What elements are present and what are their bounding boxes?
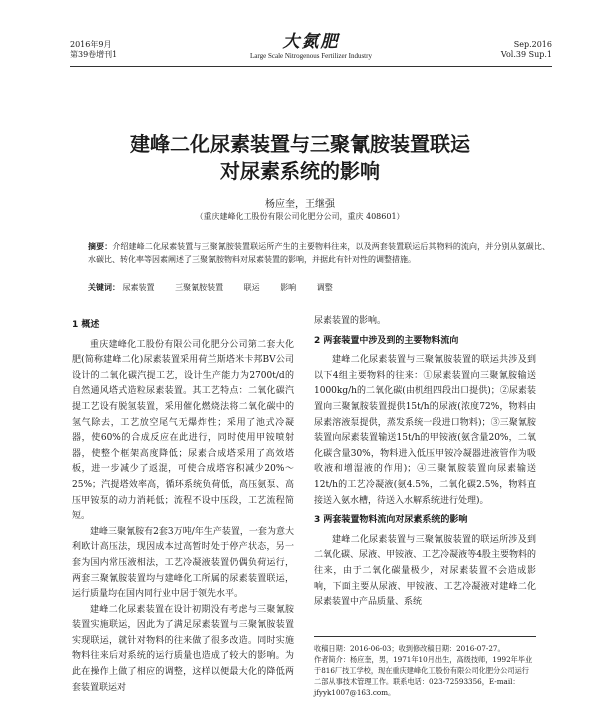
section-1-paragraph-1: 重庆建峰化工股份有限公司化肥分公司第二套大化肥(简称建峰二化)尿素装置采用荷兰斯塔米卡邦BV公司设计的二氧化碳汽提工艺，设计生产能力为2700t/d的自然通风塔式造粒尿素装置。其工艺特点：二氧化碳汽提工艺设有脱氢装置，采用催化燃烧法将二氧化碳中的氢气除去，工艺放空尾气无爆炸性；采用了池式冷凝器，使60%的合成反应在此进行，同时使用甲铵喷射器，使整个框架高度降低；尿素合成塔采用了高效塔板，进一步减少了返混，可使合成塔容积减少20%～25%；汽提塔效率高，循环系统负荷低，高压氨泵、高压甲铵泵的动力消耗低；流程不设中压段，工艺流程简短。 xyxy=(72,339,294,522)
title-line-1: 建峰二化尿素装置与三聚氰胺装置联运 xyxy=(130,132,470,156)
section-1-heading: 1 概述 xyxy=(72,320,100,330)
keywords-label: 关键词： xyxy=(88,283,120,292)
header-date-en: Sep.2016 xyxy=(513,40,552,49)
header-volume-en: Vol.39 Sup.1 xyxy=(500,50,552,59)
section-1-paragraph-3: 建峰二化尿素装置在设计初期没有考虑与三聚氰胺装置实施联运，因此为了满足尿素装置与三聚氰胺装置实现联运，就针对物料的往来做了很多改造。同时实施物料往来后对系统的运行质量也造成了较大的影响。为此在操作上做了相应的调整，这样以便最大化的降低两套装置联运对 xyxy=(72,604,294,693)
journal-logo: 大氮肥 xyxy=(282,32,340,52)
section-2-heading: 2 两套装置中涉及到的主要物料流向 xyxy=(314,335,459,346)
footnote xyxy=(314,636,536,698)
keyword: 尿素装置 xyxy=(122,283,155,292)
section-1-paragraph-2: 建峰三聚氰胺有2套3万吨/年生产装置，一套为意大利欧计高压法，现因成本过高暂时处于停产状态，另一套为国内常压液相法，工艺冷凝液装置仍偶负荷运行，两套三聚氰胺装置均与建峰化工所属的尿素装置联运，运行质量均在国内同行业中居于领先水平。 xyxy=(72,526,294,600)
footnote-author: 作者简介：杨应奎，男，1971年10月出生，高级技师，1992年毕业于816厂技工学校，现在重庆建峰化工股份有限公司化肥分公司运行二部从事技术管理工作。联系电话：023-72593356，E-mail：jfyyk1007@163.com。 xyxy=(314,655,533,697)
keyword: 联运 xyxy=(243,283,260,292)
footnote-received: 收稿日期：2016-06-03；收到修改稿日期：2016-07-27。 xyxy=(314,644,505,653)
header-journal xyxy=(70,32,552,61)
section-3-heading: 3 两套装置物料流向对尿素系统的影响 xyxy=(314,515,468,526)
article-title xyxy=(0,131,600,185)
header-volume-cn: 第39卷增刊1 xyxy=(70,50,118,59)
abstract-text: 介绍建峰二化尿素装置与三聚氰胺装置联运所产生的主要物料往来，以及两套装置联运后其物料的流向，并分别从氨碳比、水碳比、转化率等因素阐述了三聚氰胺物料对尿素装置的影响，并据此有针对性的调整措施。 xyxy=(88,242,551,264)
section-3-paragraph-1: 建峰二化尿素装置与三聚氰胺装置的联运所涉及到二氧化碳、尿液、甲铵液、工艺冷凝液等4股主要物料的往来，由于二氧化碳量极少，对尿素装置不会造成影响，下面主要从尿液、甲铵液、工艺冷凝液对建峰二化尿素装置中产品质量、系统 xyxy=(314,534,536,608)
body-column-right xyxy=(314,314,536,611)
section-1-paragraph-3-continued: 尿素装置的影响。 xyxy=(314,316,387,326)
abstract-label: 摘要： xyxy=(88,242,113,251)
keyword: 影响 xyxy=(280,283,297,292)
affiliation: （重庆建峰化工股份有限公司化肥分公司，重庆 408601） xyxy=(195,212,405,221)
title-line-2: 对尿素系统的影响 xyxy=(220,159,380,183)
journal-name-en: Large Scale Nitrogenous Fertilizer Industry xyxy=(250,52,372,60)
header-issue-right xyxy=(501,40,552,60)
abstract xyxy=(88,240,550,266)
page-header xyxy=(70,30,552,67)
authors: 杨应奎，王继强 xyxy=(265,199,335,210)
keyword: 三聚氰胺装置 xyxy=(175,283,224,292)
body-column-left xyxy=(72,314,294,696)
keywords xyxy=(88,282,550,294)
keyword: 调整 xyxy=(316,283,333,292)
section-2-paragraph-1: 建峰二化尿素装置与三聚氰胺装置的联运共涉及到以下4组主要物料的往来：①尿素装置向三聚氰胺输送1000kg/h的二氧化碳(由机组四段出口提供)；②尿素装置向三聚氰胺装置提供15t/h的尿液(浓度72%，物料由尿素溶液泵提供，蒸发系统一段进口物料)；③三聚氰胺装置向尿素装置输送15t/h的甲铵液(氨含量20%，二氧化碳含量30%，物料进入低压甲铵冷凝器进液管作为吸收液和增湿液的作用)；④三聚氰胺装置向尿素输送12t/h的工艺冷凝液(氨4.5%，二氧化碳2.5%，物料直接送入氨水槽，待送入水解系统进行处理)。 xyxy=(314,355,536,506)
header-date-cn: 2016年9月 xyxy=(70,40,112,49)
